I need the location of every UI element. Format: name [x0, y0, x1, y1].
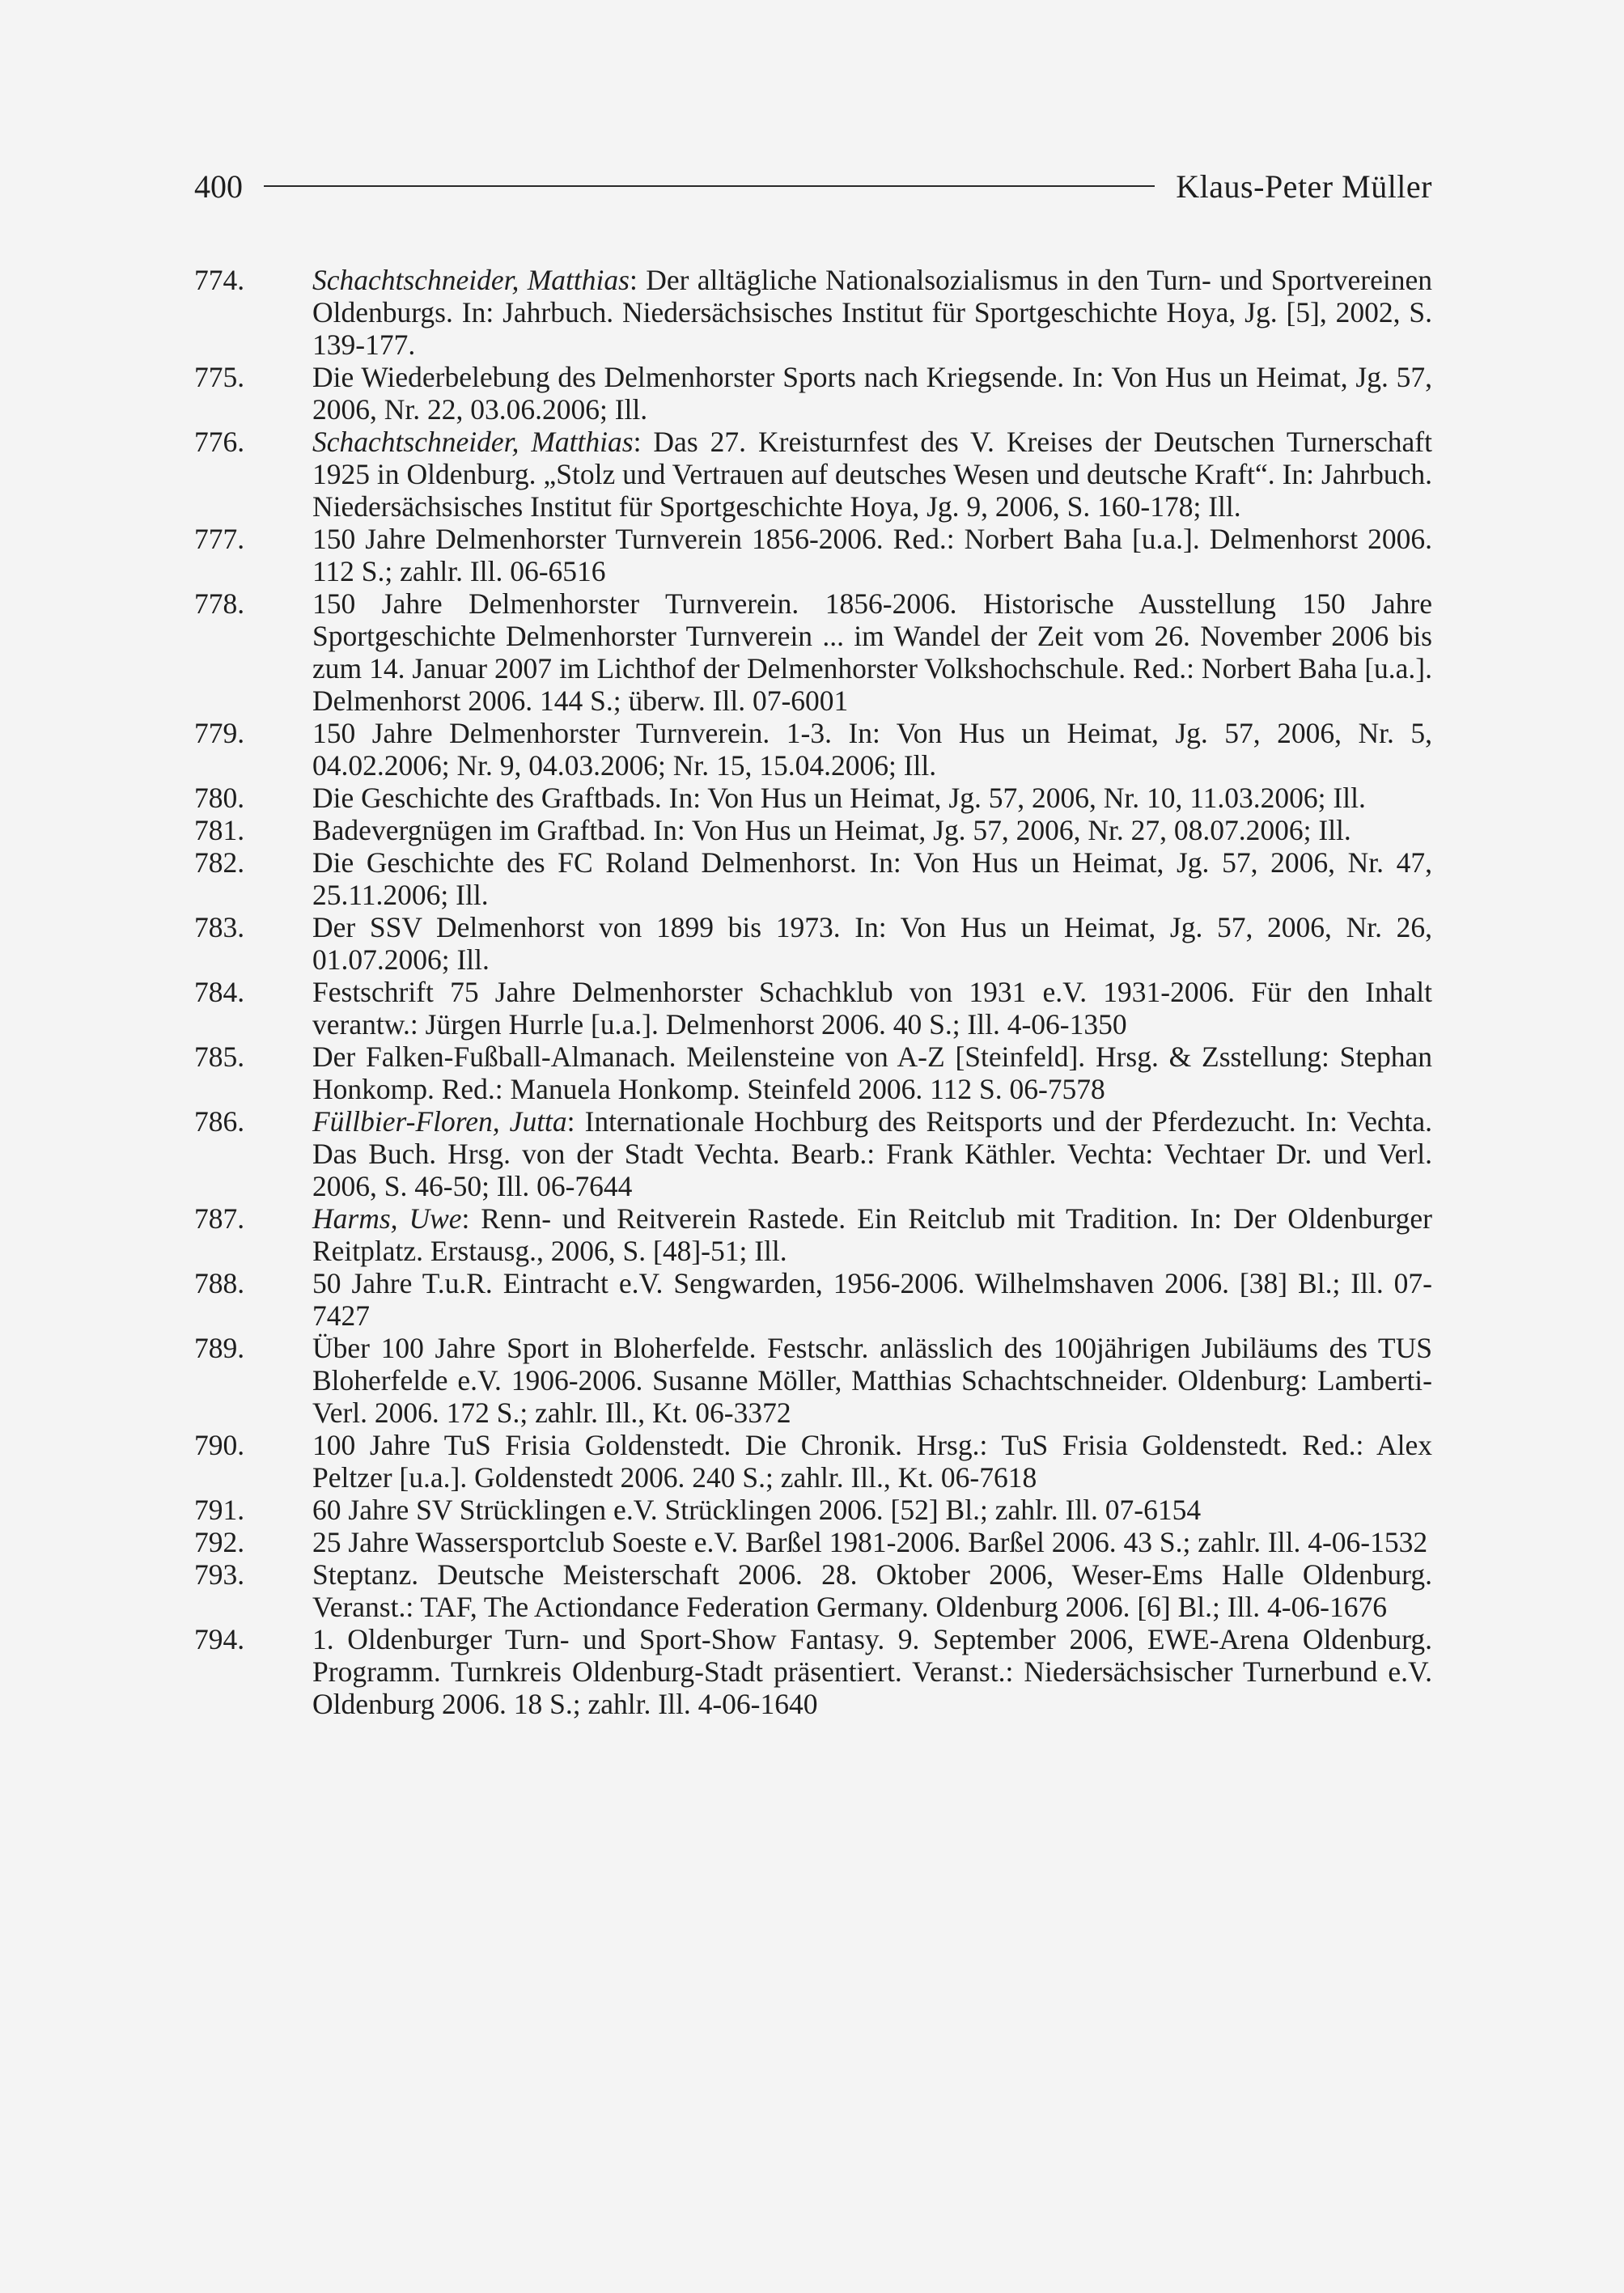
entry-text	[312, 426, 1432, 523]
entry-text	[312, 1105, 1432, 1202]
entry-author-separator: :	[566, 1105, 585, 1138]
entry-text	[312, 976, 1432, 1041]
entry-number: 794.	[194, 1623, 245, 1655]
entry-title: 25 Jahre Wassersportclub Soeste e.V. Barßel 1981-2006. Barßel 2006. 43 S.; zahlr. Ill. 4-06-1532	[312, 1526, 1428, 1558]
entry-title: Der alltägliche Nationalsozialismus in den Turn- und Sportvereinen Oldenburgs. In: Jahrbuch. Niedersächsisches Institut für Sportgeschichte Hoya, Jg. [5], 2002, S. 139-177.	[312, 264, 1432, 361]
entry-text	[312, 361, 1432, 426]
entry-text	[312, 1494, 1432, 1526]
bibliography-entry	[194, 1267, 1432, 1332]
entry-title: Der SSV Delmenhorst von 1899 bis 1973. In: Von Hus un Heimat, Jg. 57, 2006, Nr. 26, 01.07.2006; Ill.	[312, 911, 1432, 976]
entry-title: Über 100 Jahre Sport in Bloherfelde. Festschr. anlässlich des 100jährigen Jubiläums des TUS Bloherfelde e.V. 1906-2006. Susanne Möller, Matthias Schachtschneider. Oldenburg: Lamberti-Verl. 2006. 172 S.; zahlr. Ill., Kt. 06-3372	[312, 1332, 1432, 1429]
entry-number: 790.	[194, 1429, 245, 1461]
bibliography-entry	[194, 814, 1432, 846]
entry-title: 60 Jahre SV Strücklingen e.V. Strücklingen 2006. [52] Bl.; zahlr. Ill. 07-6154	[312, 1494, 1202, 1526]
entry-number: 791.	[194, 1494, 245, 1526]
page-number: 400	[194, 167, 243, 205]
entry-text	[312, 1332, 1432, 1429]
bibliography-entry	[194, 1202, 1432, 1267]
entry-author: Harms, Uwe	[312, 1202, 462, 1235]
entry-number: 778.	[194, 587, 245, 620]
bibliography-entry	[194, 911, 1432, 976]
bibliography-entry	[194, 523, 1432, 587]
bibliography-entry	[194, 264, 1432, 361]
entry-text	[312, 1558, 1432, 1623]
entry-number: 787.	[194, 1202, 245, 1235]
entry-number: 779.	[194, 717, 245, 749]
bibliography-entry	[194, 846, 1432, 911]
entry-number: 788.	[194, 1267, 245, 1299]
entry-title: Die Geschichte des FC Roland Delmenhorst. In: Von Hus un Heimat, Jg. 57, 2006, Nr. 47, 25.11.2006; Ill.	[312, 846, 1432, 911]
entry-author-separator: :	[633, 426, 654, 458]
entry-title: 1. Oldenburger Turn- und Sport-Show Fantasy. 9. September 2006, EWE-Arena Oldenburg. Programm. Turnkreis Oldenburg-Stadt präsentiert. Veranst.: Niedersächsischer Turnerbund e.V. Oldenburg 2006. 18 S.; zahlr. Ill. 4-06-1640	[312, 1623, 1432, 1720]
entry-number: 784.	[194, 976, 245, 1008]
bibliography-entry	[194, 426, 1432, 523]
entry-title: 150 Jahre Delmenhorster Turnverein. 1856-2006. Historische Ausstellung 150 Jahre Sportgeschichte Delmenhorster Turnverein ... im Wandel der Zeit vom 26. November 2006 bis zum 14. Januar 2007 im Lichthof der Delmenhorster Volkshochschule. Red.: Norbert Baha [u.a.]. Delmenhorst 2006. 144 S.; überw. Ill. 07-6001	[312, 587, 1432, 717]
entry-text	[312, 1623, 1432, 1720]
entry-title: Internationale Hochburg des Reitsports und der Pferdezucht. In: Vechta. Das Buch. Hrsg. von der Stadt Vechta. Bearb.: Frank Käthler. Vechta: Vechtaer Dr. und Verl. 2006, S. 46-50; Ill. 06-7644	[312, 1105, 1432, 1202]
entry-text	[312, 1429, 1432, 1494]
entry-author-separator: :	[461, 1202, 481, 1235]
entry-title: Der Falken-Fußball-Almanach. Meilensteine von A-Z [Steinfeld]. Hrsg. & Zsstellung: Stephan Honkomp. Red.: Manuela Honkomp. Steinfeld 2006. 112 S. 06-7578	[312, 1041, 1432, 1105]
entry-text	[312, 1041, 1432, 1105]
bibliography-entry	[194, 976, 1432, 1041]
bibliography-entry	[194, 782, 1432, 814]
entry-text	[312, 717, 1432, 782]
entry-number: 780.	[194, 782, 245, 814]
entry-text	[312, 814, 1432, 846]
entry-title: Die Geschichte des Graftbads. In: Von Hus un Heimat, Jg. 57, 2006, Nr. 10, 11.03.2006; Ill.	[312, 782, 1366, 814]
entry-title: Steptanz. Deutsche Meisterschaft 2006. 28. Oktober 2006, Weser-Ems Halle Oldenburg. Veranst.: TAF, The Actiondance Federation Germany. Oldenburg 2006. [6] Bl.; Ill. 4-06-1676	[312, 1558, 1432, 1623]
bibliography-entry	[194, 1526, 1432, 1558]
entry-author: Schachtschneider, Matthias	[312, 264, 630, 296]
entry-number: 783.	[194, 911, 245, 943]
entry-title: 150 Jahre Delmenhorster Turnverein 1856-2006. Red.: Norbert Baha [u.a.]. Delmenhorst 2006. 112 S.; zahlr. Ill. 06-6516	[312, 523, 1432, 587]
running-head-author: Klaus-Peter Müller	[1176, 167, 1432, 205]
entry-number: 781.	[194, 814, 245, 846]
running-head	[194, 163, 1432, 209]
entry-text	[312, 1526, 1432, 1558]
entry-title: Renn- und Reitverein Rastede. Ein Reitclub mit Tradition. In: Der Oldenburger Reitplatz. Erstausg., 2006, S. [48]-51; Ill.	[312, 1202, 1432, 1267]
entry-text	[312, 1202, 1432, 1267]
bibliography-entry	[194, 1041, 1432, 1105]
entry-author: Füllbier-Floren, Jutta	[312, 1105, 567, 1138]
entry-number: 793.	[194, 1558, 245, 1591]
bibliography-entry	[194, 361, 1432, 426]
bibliography-entry	[194, 717, 1432, 782]
bibliography-entry	[194, 1494, 1432, 1526]
entry-title: 50 Jahre T.u.R. Eintracht e.V. Sengwarden, 1956-2006. Wilhelmshaven 2006. [38] Bl.; Ill. 07-7427	[312, 1267, 1432, 1332]
entry-text	[312, 523, 1432, 587]
entry-number: 774.	[194, 264, 245, 296]
entry-title: 100 Jahre TuS Frisia Goldenstedt. Die Chronik. Hrsg.: TuS Frisia Goldenstedt. Red.: Alex Peltzer [u.a.]. Goldenstedt 2006. 240 S.; zahlr. Ill., Kt. 06-7618	[312, 1429, 1432, 1494]
entry-title: Die Wiederbelebung des Delmenhorster Sports nach Kriegsende. In: Von Hus un Heimat, Jg. 57, 2006, Nr. 22, 03.06.2006; Ill.	[312, 361, 1432, 426]
bibliography-list	[194, 264, 1432, 1720]
bibliography-entry	[194, 1105, 1432, 1202]
entry-number: 782.	[194, 846, 245, 879]
entry-number: 776.	[194, 426, 245, 458]
entry-text	[312, 1267, 1432, 1332]
entry-text	[312, 846, 1432, 911]
entry-title: Das 27. Kreisturnfest des V. Kreises der Deutschen Turnerschaft 1925 in Oldenburg. „Stolz und Vertrauen auf deutsches Wesen und deutsche Kraft“. In: Jahrbuch. Niedersächsisches Institut für Sportgeschichte Hoya, Jg. 9, 2006, S. 160-178; Ill.	[312, 426, 1432, 523]
bibliography-entry	[194, 1558, 1432, 1623]
entry-number: 789.	[194, 1332, 245, 1364]
entry-number: 792.	[194, 1526, 245, 1558]
entry-title: 150 Jahre Delmenhorster Turnverein. 1-3. In: Von Hus un Heimat, Jg. 57, 2006, Nr. 5, 04.02.2006; Nr. 9, 04.03.2006; Nr. 15, 15.04.2006; Ill.	[312, 717, 1432, 782]
entry-author: Schachtschneider, Matthias	[312, 426, 634, 458]
entry-text	[312, 911, 1432, 976]
bibliography-entry	[194, 1332, 1432, 1429]
entry-number: 786.	[194, 1105, 245, 1138]
bibliography-entry	[194, 1429, 1432, 1494]
entry-text	[312, 587, 1432, 717]
entry-author-separator: :	[629, 264, 647, 296]
entry-title: Festschrift 75 Jahre Delmenhorster Schachklub von 1931 e.V. 1931-2006. Für den Inhalt verantw.: Jürgen Hurrle [u.a.]. Delmenhorst 2006. 40 S.; Ill. 4-06-1350	[312, 976, 1432, 1041]
entry-number: 775.	[194, 361, 245, 393]
entry-number: 777.	[194, 523, 245, 555]
bibliography-entry	[194, 587, 1432, 717]
header-rule	[264, 185, 1155, 187]
entry-text	[312, 264, 1432, 361]
entry-text	[312, 782, 1432, 814]
entry-number: 785.	[194, 1041, 245, 1073]
bibliography-entry	[194, 1623, 1432, 1720]
entry-title: Badevergnügen im Graftbad. In: Von Hus un Heimat, Jg. 57, 2006, Nr. 27, 08.07.2006; Ill.	[312, 814, 1351, 846]
